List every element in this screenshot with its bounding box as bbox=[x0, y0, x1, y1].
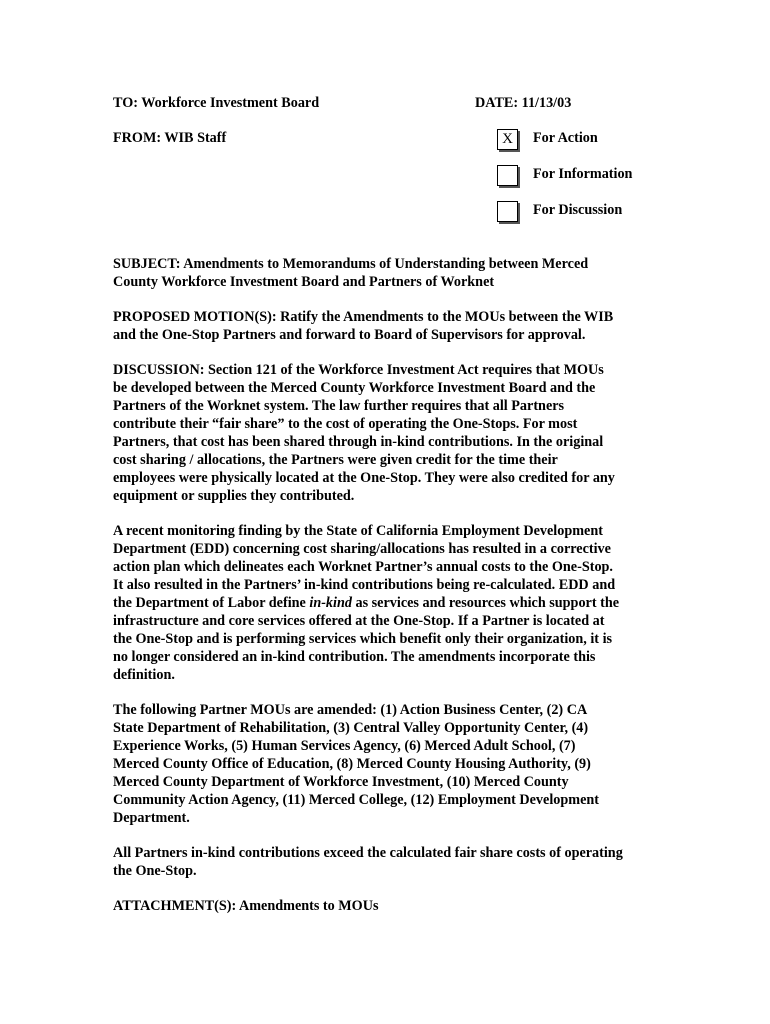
discussion-line: Partners of the Worknet system. The law further requires that all Partners bbox=[113, 398, 565, 414]
monitoring-paragraph bbox=[113, 522, 673, 684]
attachments-line: ATTACHMENT(S): Amendments to MOUs bbox=[113, 898, 379, 914]
monitoring-line: action plan which delineates each Worknet Partner’s annual costs to the One-Stop. bbox=[113, 559, 613, 575]
discussion-line: cost sharing / allocations, the Partners were given credit for the time their bbox=[113, 452, 558, 468]
monitoring-line: no longer considered an in-kind contribution. The amendments incorporate this bbox=[113, 649, 596, 665]
subject-line: County Workforce Investment Board and Partners of Worknet bbox=[113, 274, 495, 290]
monitoring-line: definition. bbox=[113, 667, 175, 683]
for-discussion-label: For Discussion bbox=[533, 202, 623, 218]
discussion-line: employees were physically located at the One-Stop. They were also credited for any bbox=[113, 470, 615, 486]
in-kind-term: in-kind bbox=[309, 595, 352, 611]
partners-paragraph bbox=[113, 701, 673, 827]
discussion-line: DISCUSSION: Section 121 of the Workforce Investment Act requires that MOUs bbox=[113, 362, 604, 378]
monitoring-text: as services and resources which support the bbox=[351, 595, 620, 611]
partners-line: Department. bbox=[113, 810, 190, 826]
monitoring-text: the Department of Labor define bbox=[113, 595, 310, 611]
for-discussion-checkbox[interactable] bbox=[497, 201, 518, 222]
motion-line: and the One-Stop Partners and forward to Board of Supervisors for approval. bbox=[113, 327, 586, 343]
for-information-checkbox[interactable] bbox=[497, 165, 518, 186]
conclusion-line: All Partners in-kind contributions exceed the calculated fair share costs of operating bbox=[113, 845, 623, 861]
motion-line: PROPOSED MOTION(S): Ratify the Amendments to the MOUs between the WIB bbox=[113, 309, 614, 325]
conclusion-paragraph bbox=[113, 844, 673, 880]
conclusion-line: the One-Stop. bbox=[113, 863, 197, 879]
monitoring-line: It also resulted in the Partners’ in-kind contributions being re-calculated. EDD and bbox=[113, 577, 616, 593]
monitoring-line: A recent monitoring finding by the State of California Employment Development bbox=[113, 523, 603, 539]
partners-line: The following Partner MOUs are amended: (1) Action Business Center, (2) CA bbox=[113, 702, 588, 718]
partners-line: Community Action Agency, (11) Merced College, (12) Employment Development bbox=[113, 792, 599, 808]
subject-paragraph bbox=[113, 255, 673, 291]
from-line: FROM: WIB Staff bbox=[113, 130, 227, 146]
discussion-line: equipment or supplies they contributed. bbox=[113, 488, 355, 504]
discussion-paragraph bbox=[113, 361, 673, 505]
for-action-checkbox[interactable]: X bbox=[497, 129, 518, 150]
monitoring-line bbox=[113, 594, 673, 612]
monitoring-line: the One-Stop and is performing services which benefit only their organization, it is bbox=[113, 631, 613, 647]
partners-line: Merced County Office of Education, (8) Merced County Housing Authority, (9) bbox=[113, 756, 591, 772]
attachments-paragraph bbox=[113, 897, 673, 915]
date-line: DATE: 11/13/03 bbox=[475, 95, 572, 111]
proposed-motion-paragraph bbox=[113, 308, 673, 344]
discussion-line: be developed between the Merced County Workforce Investment Board and the bbox=[113, 380, 596, 396]
partners-line: Merced County Department of Workforce Investment, (10) Merced County bbox=[113, 774, 569, 790]
discussion-line: Partners, that cost has been shared through in-kind contributions. In the original bbox=[113, 434, 604, 450]
subject-line: SUBJECT: Amendments to Memorandums of Understanding between Merced bbox=[113, 256, 589, 272]
to-line: TO: Workforce Investment Board bbox=[113, 95, 320, 111]
monitoring-line: Department (EDD) concerning cost sharing/allocations has resulted in a corrective bbox=[113, 541, 611, 557]
for-information-label: For Information bbox=[533, 166, 633, 182]
for-action-label: For Action bbox=[533, 130, 598, 146]
monitoring-line: infrastructure and core services offered at the One-Stop. If a Partner is located at bbox=[113, 613, 605, 629]
partners-line: State Department of Rehabilitation, (3) Central Valley Opportunity Center, (4) bbox=[113, 720, 589, 736]
discussion-line: contribute their “fair share” to the cost of operating the One-Stops. For most bbox=[113, 416, 578, 432]
partners-line: Experience Works, (5) Human Services Agency, (6) Merced Adult School, (7) bbox=[113, 738, 576, 754]
memo-body bbox=[113, 255, 673, 932]
